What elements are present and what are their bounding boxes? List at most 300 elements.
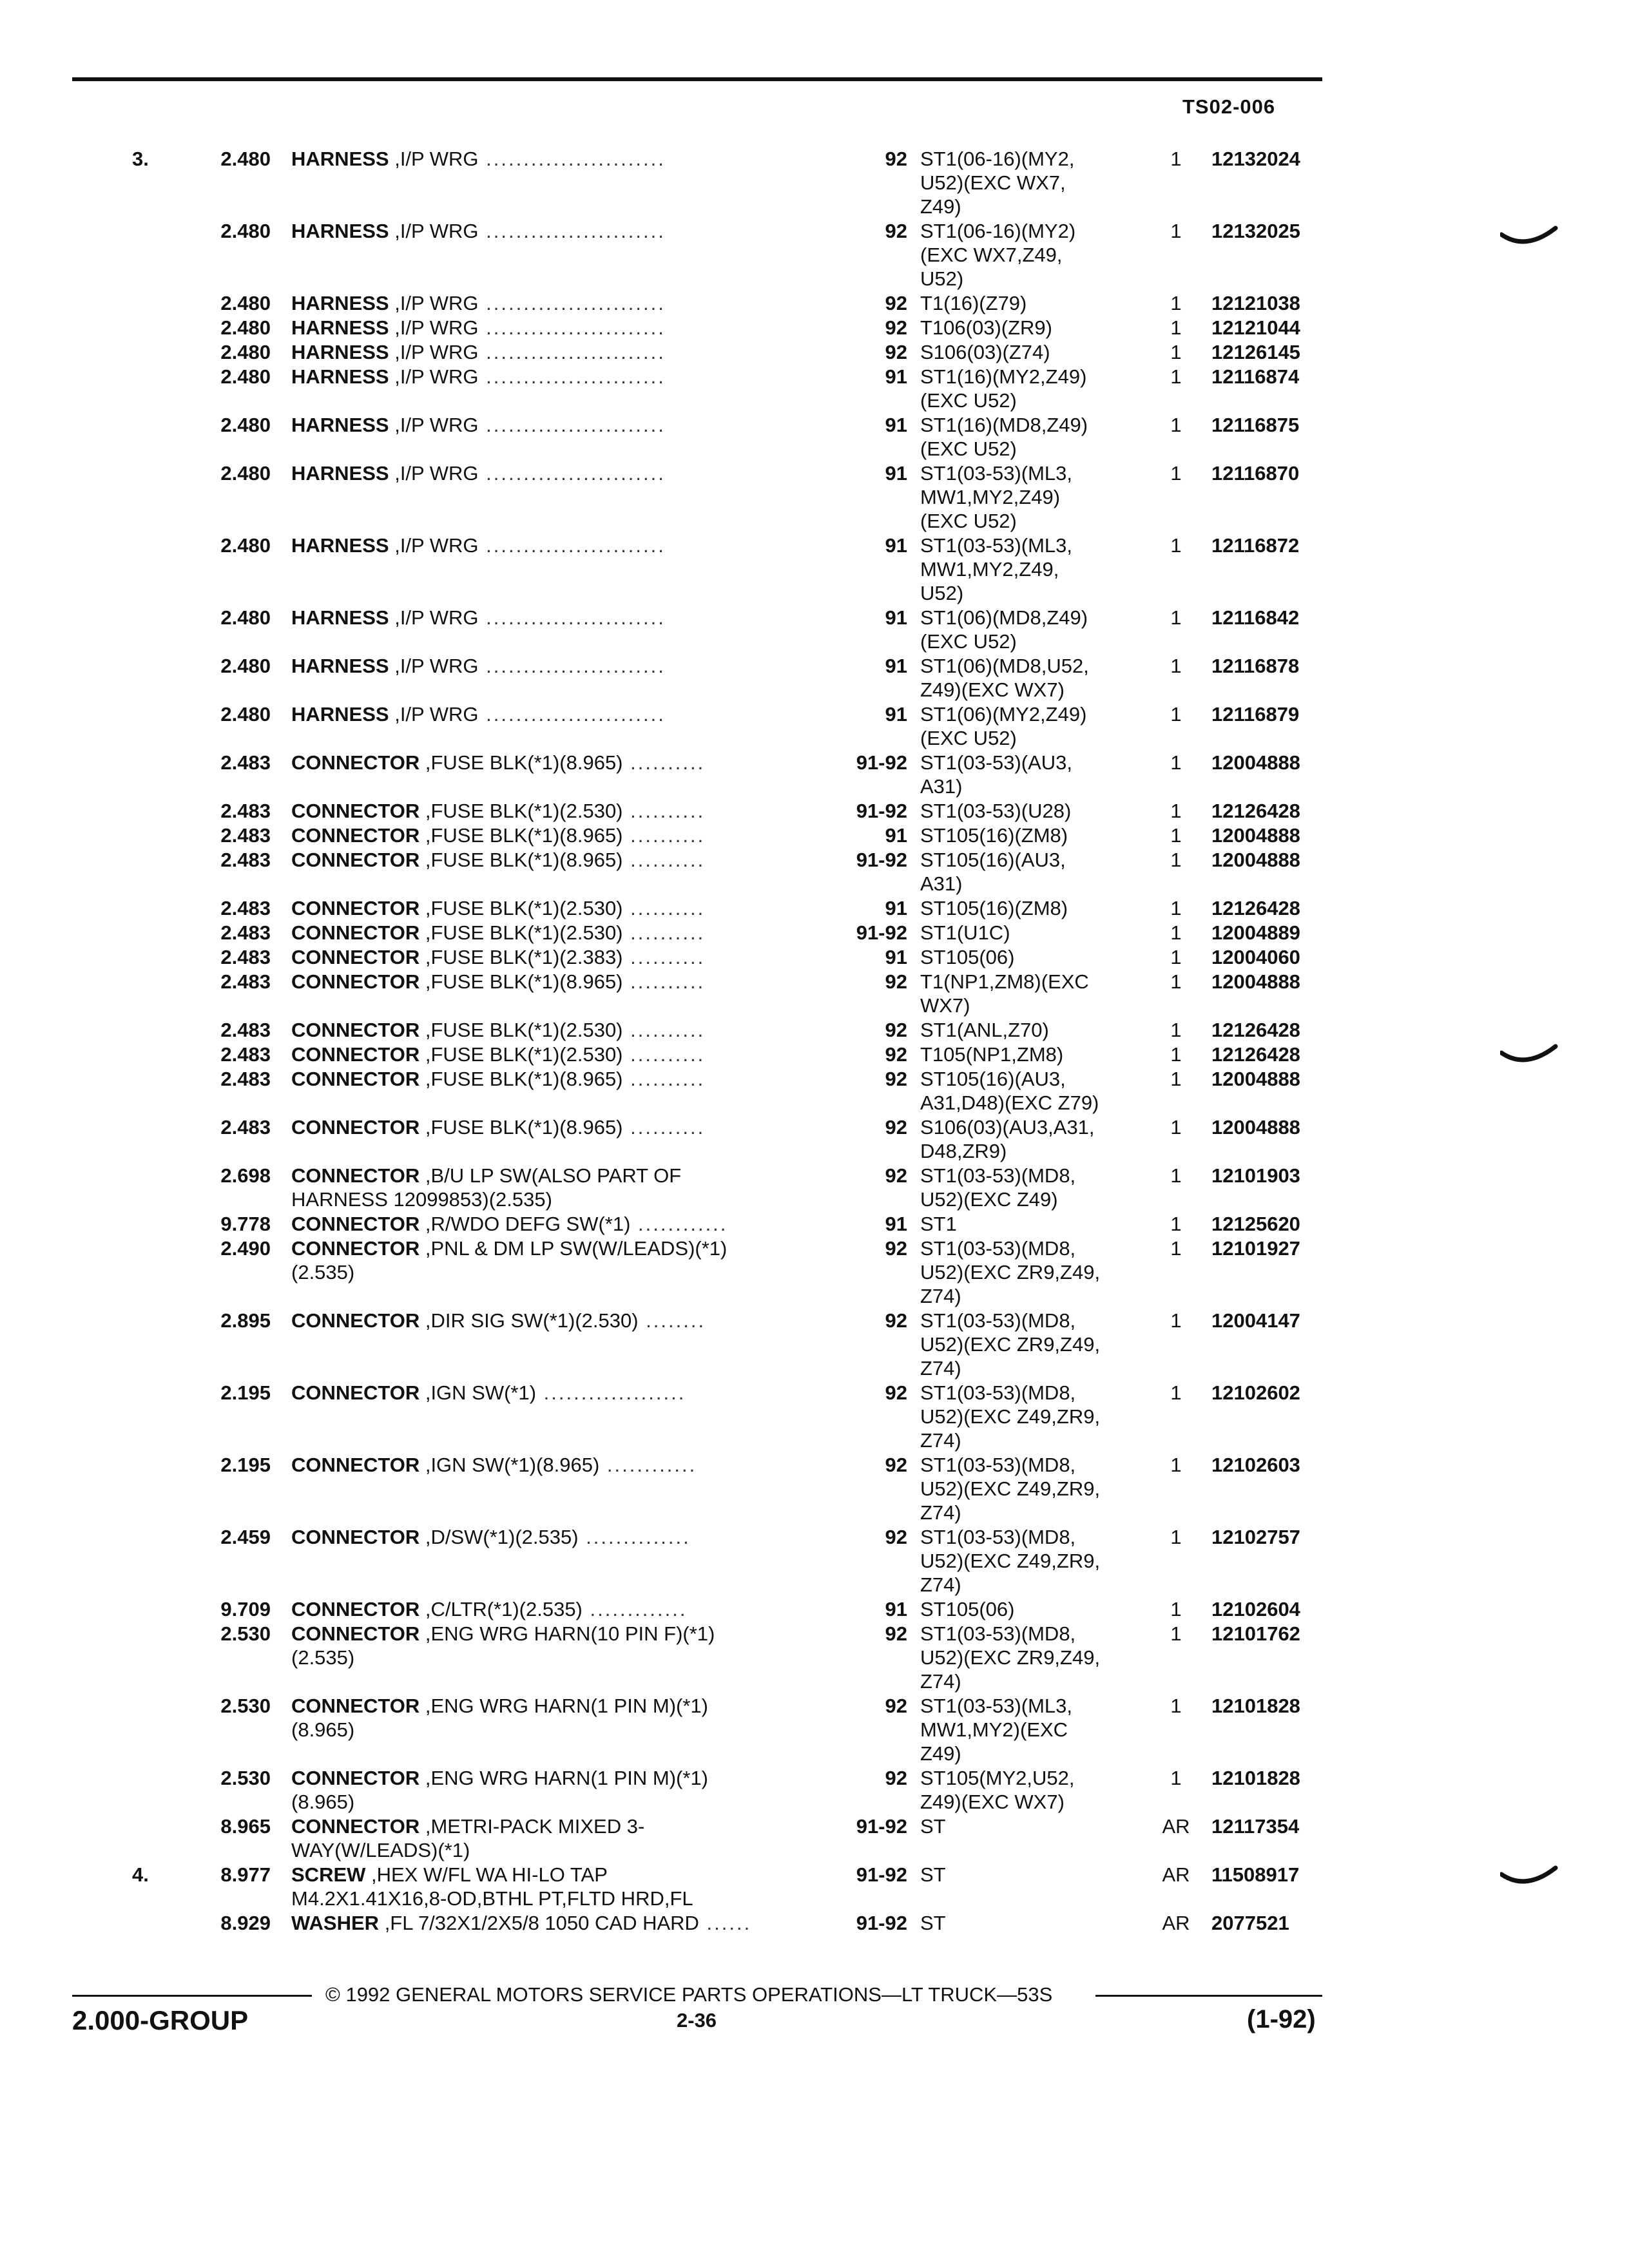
usage-code: ST105(06) [920,1598,1015,1620]
part-detail: ,I/P WRG [389,365,479,388]
part-description [291,1067,826,1091]
part-number: 12004147 [1211,1309,1300,1332]
part-number: 12004060 [1211,946,1300,968]
part-description [291,1766,826,1814]
quantity: 1 [1170,1019,1182,1041]
part-detail: ,FUSE BLK(*1)(2.530) [419,1043,623,1066]
usage-code: T105(NP1,ZM8) [920,1043,1064,1066]
usage-code: ST1(03-53)(MD8, U52)(EXC ZR9,Z49, Z74) [920,1622,1101,1693]
part-detail: ,I/P WRG [389,148,479,170]
model-year: 91 [885,365,907,388]
model-year: 91 [885,462,907,485]
group-number: 2.480 [220,341,271,363]
usage-code: ST1(06)(MD8,Z49) (EXC U52) [920,606,1088,653]
part-description [291,365,826,389]
part-number: 12126428 [1211,1043,1300,1066]
usage-code: ST105(06) [920,946,1015,968]
model-year: 91 [885,414,907,436]
part-description [291,219,826,243]
group-number: 2.480 [220,703,271,726]
part-name: CONNECTOR [291,946,420,968]
footer-rule-left [72,1995,312,1997]
part-detail: ,I/P WRG [389,341,479,363]
leader-dots: .......... [622,800,706,822]
part-description [291,896,826,920]
model-year: 91-92 [856,1815,907,1838]
model-year: 91 [885,606,907,629]
group-number: 2.483 [220,1043,271,1066]
part-detail: ,FUSE BLK(*1)(8.965) [419,1068,623,1090]
part-name: CONNECTOR [291,921,420,944]
part-description [291,1236,826,1284]
model-year: 92 [885,1767,907,1789]
quantity: 1 [1170,1068,1182,1090]
quantity: 1 [1170,1695,1182,1717]
part-name: CONNECTOR [291,1237,420,1260]
leader-dots: .......... [622,970,706,993]
part-detail: ,FUSE BLK(*1)(8.965) [419,970,623,993]
part-detail: ,FUSE BLK(*1)(2.530) [419,921,623,944]
model-year: 91 [885,1598,907,1620]
group-number: 2.480 [220,462,271,485]
part-detail: ,I/P WRG [389,703,479,726]
part-description [291,823,826,847]
quantity: 1 [1170,751,1182,774]
part-detail: ,FUSE BLK(*1)(8.965) [419,824,623,847]
usage-code: ST1(03-53)(MD8, U52)(EXC Z49,ZR9, Z74) [920,1526,1101,1596]
quantity: 1 [1170,970,1182,993]
part-detail: ,IGN SW(*1)(8.965) [419,1454,600,1476]
group-number: 2.480 [220,365,271,388]
part-description [291,848,826,872]
usage-code: ST1(06)(MY2,Z49) (EXC U52) [920,703,1087,749]
group-number: 2.895 [220,1309,271,1332]
part-number: 12116874 [1211,365,1300,388]
page-number: 2-36 [677,2009,717,2032]
quantity: 1 [1170,1213,1182,1235]
part-number: 12004889 [1211,921,1300,944]
part-number: 12004888 [1211,849,1300,871]
part-detail: ,IGN SW(*1) [419,1381,537,1404]
part-detail: ,HEX W/FL WA HI-LO TAP M4.2X1.41X16,8-OD,BTHL PT,FLTD HRD,FL [291,1863,693,1910]
usage-code: ST [920,1863,946,1886]
leader-dots: .......... [622,751,706,774]
part-number: 12101903 [1211,1164,1300,1187]
part-description [291,1597,826,1621]
part-name: CONNECTOR [291,751,420,774]
group-number: 2.483 [220,970,271,993]
part-number: 12102602 [1211,1381,1300,1404]
usage-code: ST1(03-53)(MD8, U52)(EXC ZR9,Z49, Z74) [920,1237,1101,1307]
quantity: 1 [1170,316,1182,339]
part-description [291,1814,826,1862]
part-detail: ,R/WDO DEFG SW(*1) [419,1213,631,1235]
leader-dots: ........................ [478,462,666,485]
group-number: 2.459 [220,1526,271,1548]
usage-code: ST1(03-53)(ML3, MW1,MY2,Z49, U52) [920,534,1073,604]
part-detail: ,FUSE BLK(*1)(2.383) [419,946,623,968]
group-number: 2.480 [220,655,271,677]
part-description [291,461,826,485]
part-description [291,340,826,364]
part-number: 12101762 [1211,1622,1300,1645]
leader-dots: .......... [622,824,706,847]
usage-code: ST105(MY2,U52, Z49)(EXC WX7) [920,1767,1075,1813]
model-year: 91 [885,534,907,557]
leader-dots: ........................ [478,606,666,629]
part-description [291,1164,826,1211]
part-description [291,799,826,823]
part-number: 12004888 [1211,751,1300,774]
part-number: 12004888 [1211,970,1300,993]
model-year: 92 [885,1164,907,1187]
part-name: SCREW [291,1863,366,1886]
part-name: HARNESS [291,365,389,388]
group-number: 2.483 [220,921,271,944]
part-name: HARNESS [291,703,389,726]
part-number: 12116879 [1211,703,1300,726]
leader-dots: ............. [582,1598,688,1620]
part-name: CONNECTOR [291,1116,420,1139]
quantity: 1 [1170,1237,1182,1260]
usage-code: ST1(03-53)(MD8, U52)(EXC ZR9,Z49, Z74) [920,1309,1101,1379]
group-label: 2.000-GROUP [72,2005,249,2035]
part-name: HARNESS [291,220,389,242]
model-year: 92 [885,1695,907,1717]
part-number: 12102604 [1211,1598,1300,1620]
part-number: 12102757 [1211,1526,1300,1548]
quantity: 1 [1170,365,1182,388]
part-description [291,654,826,678]
group-number: 2.195 [220,1454,271,1476]
part-name: CONNECTOR [291,1068,420,1090]
part-number: 12126428 [1211,897,1300,919]
usage-code: ST1(06-16)(MY2, U52)(EXC WX7, Z49) [920,148,1075,218]
part-description [291,1043,826,1066]
usage-code: ST1(03-53)(ML3, MW1,MY2,Z49) (EXC U52) [920,462,1073,532]
part-number: 12126428 [1211,800,1300,822]
quantity: 1 [1170,606,1182,629]
quantity: 1 [1170,414,1182,436]
part-name: CONNECTOR [291,1767,420,1789]
group-number: 2.490 [220,1237,271,1260]
quantity: 1 [1170,1767,1182,1789]
leader-dots: .......... [622,1116,706,1139]
model-year: 91 [885,1213,907,1235]
part-detail: ,D/SW(*1)(2.535) [419,1526,579,1548]
leader-dots: ........................ [478,534,666,557]
usage-code: ST1(03-53)(MD8, U52)(EXC Z49,ZR9, Z74) [920,1454,1101,1524]
footer-rule-right [1095,1995,1322,1997]
part-number: 12126145 [1211,341,1300,363]
part-name: CONNECTOR [291,800,420,822]
usage-code: ST1(03-53)(AU3, A31) [920,751,1073,798]
group-number: 2.480 [220,292,271,314]
part-number: 12101828 [1211,1767,1300,1789]
part-name: CONNECTOR [291,1019,420,1041]
part-number: 12116878 [1211,655,1300,677]
group-number: 2.480 [220,534,271,557]
quantity: 1 [1170,148,1182,170]
part-description [291,1525,826,1549]
usage-code: ST1(16)(MD8,Z49) (EXC U52) [920,414,1088,460]
part-number: 12101927 [1211,1237,1300,1260]
part-description [291,1115,826,1139]
quantity: 1 [1170,824,1182,847]
part-number: 11508917 [1211,1863,1300,1886]
leader-dots: ........................ [478,341,666,363]
part-name: CONNECTOR [291,1043,420,1066]
part-description [291,945,826,969]
part-detail: ,ENG WRG HARN(10 PIN F)(*1) (2.535) [291,1622,715,1669]
part-description [291,1911,826,1935]
usage-code: ST1(03-53)(MD8, U52)(EXC Z49) [920,1164,1076,1211]
model-year: 91-92 [856,921,907,944]
leader-dots: .......... [622,849,706,871]
quantity: 1 [1170,946,1182,968]
part-description [291,921,826,945]
part-name: CONNECTOR [291,1815,420,1838]
part-name: CONNECTOR [291,897,420,919]
part-detail: ,FUSE BLK(*1)(8.965) [419,1116,623,1139]
usage-code: T1(16)(Z79) [920,292,1027,314]
part-name: CONNECTOR [291,1164,420,1187]
usage-code: S106(03)(AU3,A31, D48,ZR9) [920,1116,1095,1162]
quantity: 1 [1170,1116,1182,1139]
part-description [291,1694,826,1742]
hole-punch-mark-icon [1500,1865,1558,1891]
part-description [291,606,826,629]
part-description [291,291,826,315]
model-year: 92 [885,220,907,242]
quantity: 1 [1170,800,1182,822]
quantity: 1 [1170,655,1182,677]
quantity: 1 [1170,1164,1182,1187]
quantity: 1 [1170,1526,1182,1548]
usage-code: ST [920,1815,946,1838]
group-number: 2.483 [220,849,271,871]
model-year: 92 [885,1622,907,1645]
part-number: 12132024 [1211,148,1300,170]
reference-number: 4. [132,1863,149,1886]
group-number: 2.483 [220,1068,271,1090]
model-year: 91-92 [856,751,907,774]
group-number: 2.195 [220,1381,271,1404]
group-number: 2.480 [220,606,271,629]
quantity: 1 [1170,849,1182,871]
part-detail: ,I/P WRG [389,316,479,339]
part-name: HARNESS [291,606,389,629]
part-name: CONNECTOR [291,1622,420,1645]
group-number: 2.698 [220,1164,271,1187]
quantity: 1 [1170,220,1182,242]
usage-code: T106(03)(ZR9) [920,316,1052,339]
model-year: 92 [885,1381,907,1404]
part-description [291,1381,826,1405]
copyright-notice: © 1992 GENERAL MOTORS SERVICE PARTS OPERATIONS—LT TRUCK—53S [325,1983,1053,2006]
model-year: 92 [885,341,907,363]
group-number: 2.480 [220,316,271,339]
part-detail: ,PNL & DM LP SW(W/LEADS)(*1) (2.535) [291,1237,728,1283]
model-year: 91-92 [856,800,907,822]
document-code: TS02-006 [1182,95,1276,118]
leader-dots: ........................ [478,148,666,170]
model-year: 91-92 [856,1863,907,1886]
model-year: 92 [885,1068,907,1090]
quantity: 1 [1170,341,1182,363]
part-description [291,702,826,726]
usage-code: ST1(ANL,Z70) [920,1019,1049,1041]
part-name: HARNESS [291,462,389,485]
model-year: 91 [885,824,907,847]
part-description [291,1212,826,1236]
group-number: 8.965 [220,1815,271,1838]
usage-code: T1(NP1,ZM8)(EXC WX7) [920,970,1089,1017]
part-name: CONNECTOR [291,1309,420,1332]
quantity: 1 [1170,703,1182,726]
usage-code: ST [920,1912,946,1934]
part-detail: ,I/P WRG [389,414,479,436]
part-name: CONNECTOR [291,1454,420,1476]
group-number: 8.977 [220,1863,271,1886]
part-description [291,970,826,994]
part-number: 12117354 [1211,1815,1300,1838]
leader-dots: ............ [630,1213,728,1235]
quantity: 1 [1170,534,1182,557]
part-description [291,1863,826,1910]
part-description [291,316,826,340]
group-number: 2.480 [220,414,271,436]
model-year: 92 [885,970,907,993]
quantity: 1 [1170,1309,1182,1332]
part-number: 2077521 [1211,1912,1289,1934]
leader-dots: .......... [622,897,706,919]
quantity: 1 [1170,462,1182,485]
part-detail: ,FUSE BLK(*1)(2.530) [419,1019,623,1041]
part-detail: ,I/P WRG [389,462,479,485]
leader-dots: ........ [638,1309,706,1332]
part-number: 12116872 [1211,534,1300,557]
group-number: 2.483 [220,751,271,774]
part-name: CONNECTOR [291,849,420,871]
group-number: 2.483 [220,897,271,919]
leader-dots: ........................ [478,655,666,677]
quantity: 1 [1170,1622,1182,1645]
part-description [291,1453,826,1477]
usage-code: ST1(03-53)(U28) [920,800,1072,822]
usage-code: ST1(03-53)(MD8, U52)(EXC Z49,ZR9, Z74) [920,1381,1101,1452]
quantity: AR [1162,1863,1190,1886]
group-number: 2.530 [220,1622,271,1645]
hole-punch-mark-icon [1500,226,1558,251]
leader-dots: .............. [578,1526,691,1548]
part-number: 12116870 [1211,462,1300,485]
leader-dots: .......... [622,1019,706,1041]
part-name: HARNESS [291,534,389,557]
leader-dots: .......... [622,1068,706,1090]
part-name: CONNECTOR [291,970,420,993]
model-year: 91 [885,946,907,968]
part-name: HARNESS [291,341,389,363]
model-year: 92 [885,316,907,339]
usage-code: S106(03)(Z74) [920,341,1050,363]
model-year: 91 [885,897,907,919]
part-name: CONNECTOR [291,1695,420,1717]
group-number: 2.480 [220,220,271,242]
leader-dots: ........................ [478,703,666,726]
leader-dots: ........................ [478,292,666,314]
part-number: 12102603 [1211,1454,1300,1476]
part-name: HARNESS [291,148,389,170]
model-year: 92 [885,1526,907,1548]
usage-code: ST1(03-53)(ML3, MW1,MY2)(EXC Z49) [920,1695,1073,1765]
group-number: 2.483 [220,1019,271,1041]
revision-date: (1-92) [1247,2005,1316,2033]
part-name: WASHER [291,1912,380,1934]
part-detail: ,I/P WRG [389,220,479,242]
quantity: 1 [1170,292,1182,314]
group-number: 2.483 [220,1116,271,1139]
part-number: 12004888 [1211,824,1300,847]
hole-punch-mark-icon [1500,1044,1558,1070]
model-year: 92 [885,1043,907,1066]
part-description [291,751,826,774]
part-detail: ,FUSE BLK(*1)(2.530) [419,800,623,822]
leader-dots: .......... [622,921,706,944]
leader-dots: .......... [622,946,706,968]
part-number: 12121038 [1211,292,1300,314]
part-detail: ,I/P WRG [389,534,479,557]
part-detail: ,FL 7/32X1/2X5/8 1050 CAD HARD [379,1912,699,1934]
part-name: HARNESS [291,292,389,314]
part-detail: ,FUSE BLK(*1)(2.530) [419,897,623,919]
group-number: 2.530 [220,1695,271,1717]
group-number: 9.778 [220,1213,271,1235]
group-number: 9.709 [220,1598,271,1620]
part-detail: ,B/U LP SW(ALSO PART OF HARNESS 12099853)(2.535) [291,1164,682,1211]
model-year: 92 [885,148,907,170]
part-detail: ,ENG WRG HARN(1 PIN M)(*1) (8.965) [291,1767,709,1813]
part-detail: ,FUSE BLK(*1)(8.965) [419,849,623,871]
group-number: 8.929 [220,1912,271,1934]
usage-code: ST1(06)(MD8,U52, Z49)(EXC WX7) [920,655,1089,701]
part-name: CONNECTOR [291,1598,420,1620]
quantity: AR [1162,1815,1190,1838]
usage-code: ST1(U1C) [920,921,1010,944]
model-year: 92 [885,1019,907,1041]
quantity: AR [1162,1912,1190,1934]
part-number: 12116875 [1211,414,1300,436]
group-number: 2.483 [220,800,271,822]
model-year: 92 [885,292,907,314]
quantity: 1 [1170,1454,1182,1476]
model-year: 92 [885,1454,907,1476]
part-description [291,1309,826,1332]
part-name: HARNESS [291,316,389,339]
part-name: HARNESS [291,655,389,677]
leader-dots: ............ [599,1454,697,1476]
leader-dots: ........................ [478,220,666,242]
part-name: CONNECTOR [291,1213,420,1235]
model-year: 92 [885,1237,907,1260]
part-name: CONNECTOR [291,1526,420,1548]
model-year: 92 [885,1116,907,1139]
part-detail: ,FUSE BLK(*1)(8.965) [419,751,623,774]
part-number: 12125620 [1211,1213,1300,1235]
part-detail: ,I/P WRG [389,655,479,677]
model-year: 91 [885,655,907,677]
part-detail: ,I/P WRG [389,292,479,314]
